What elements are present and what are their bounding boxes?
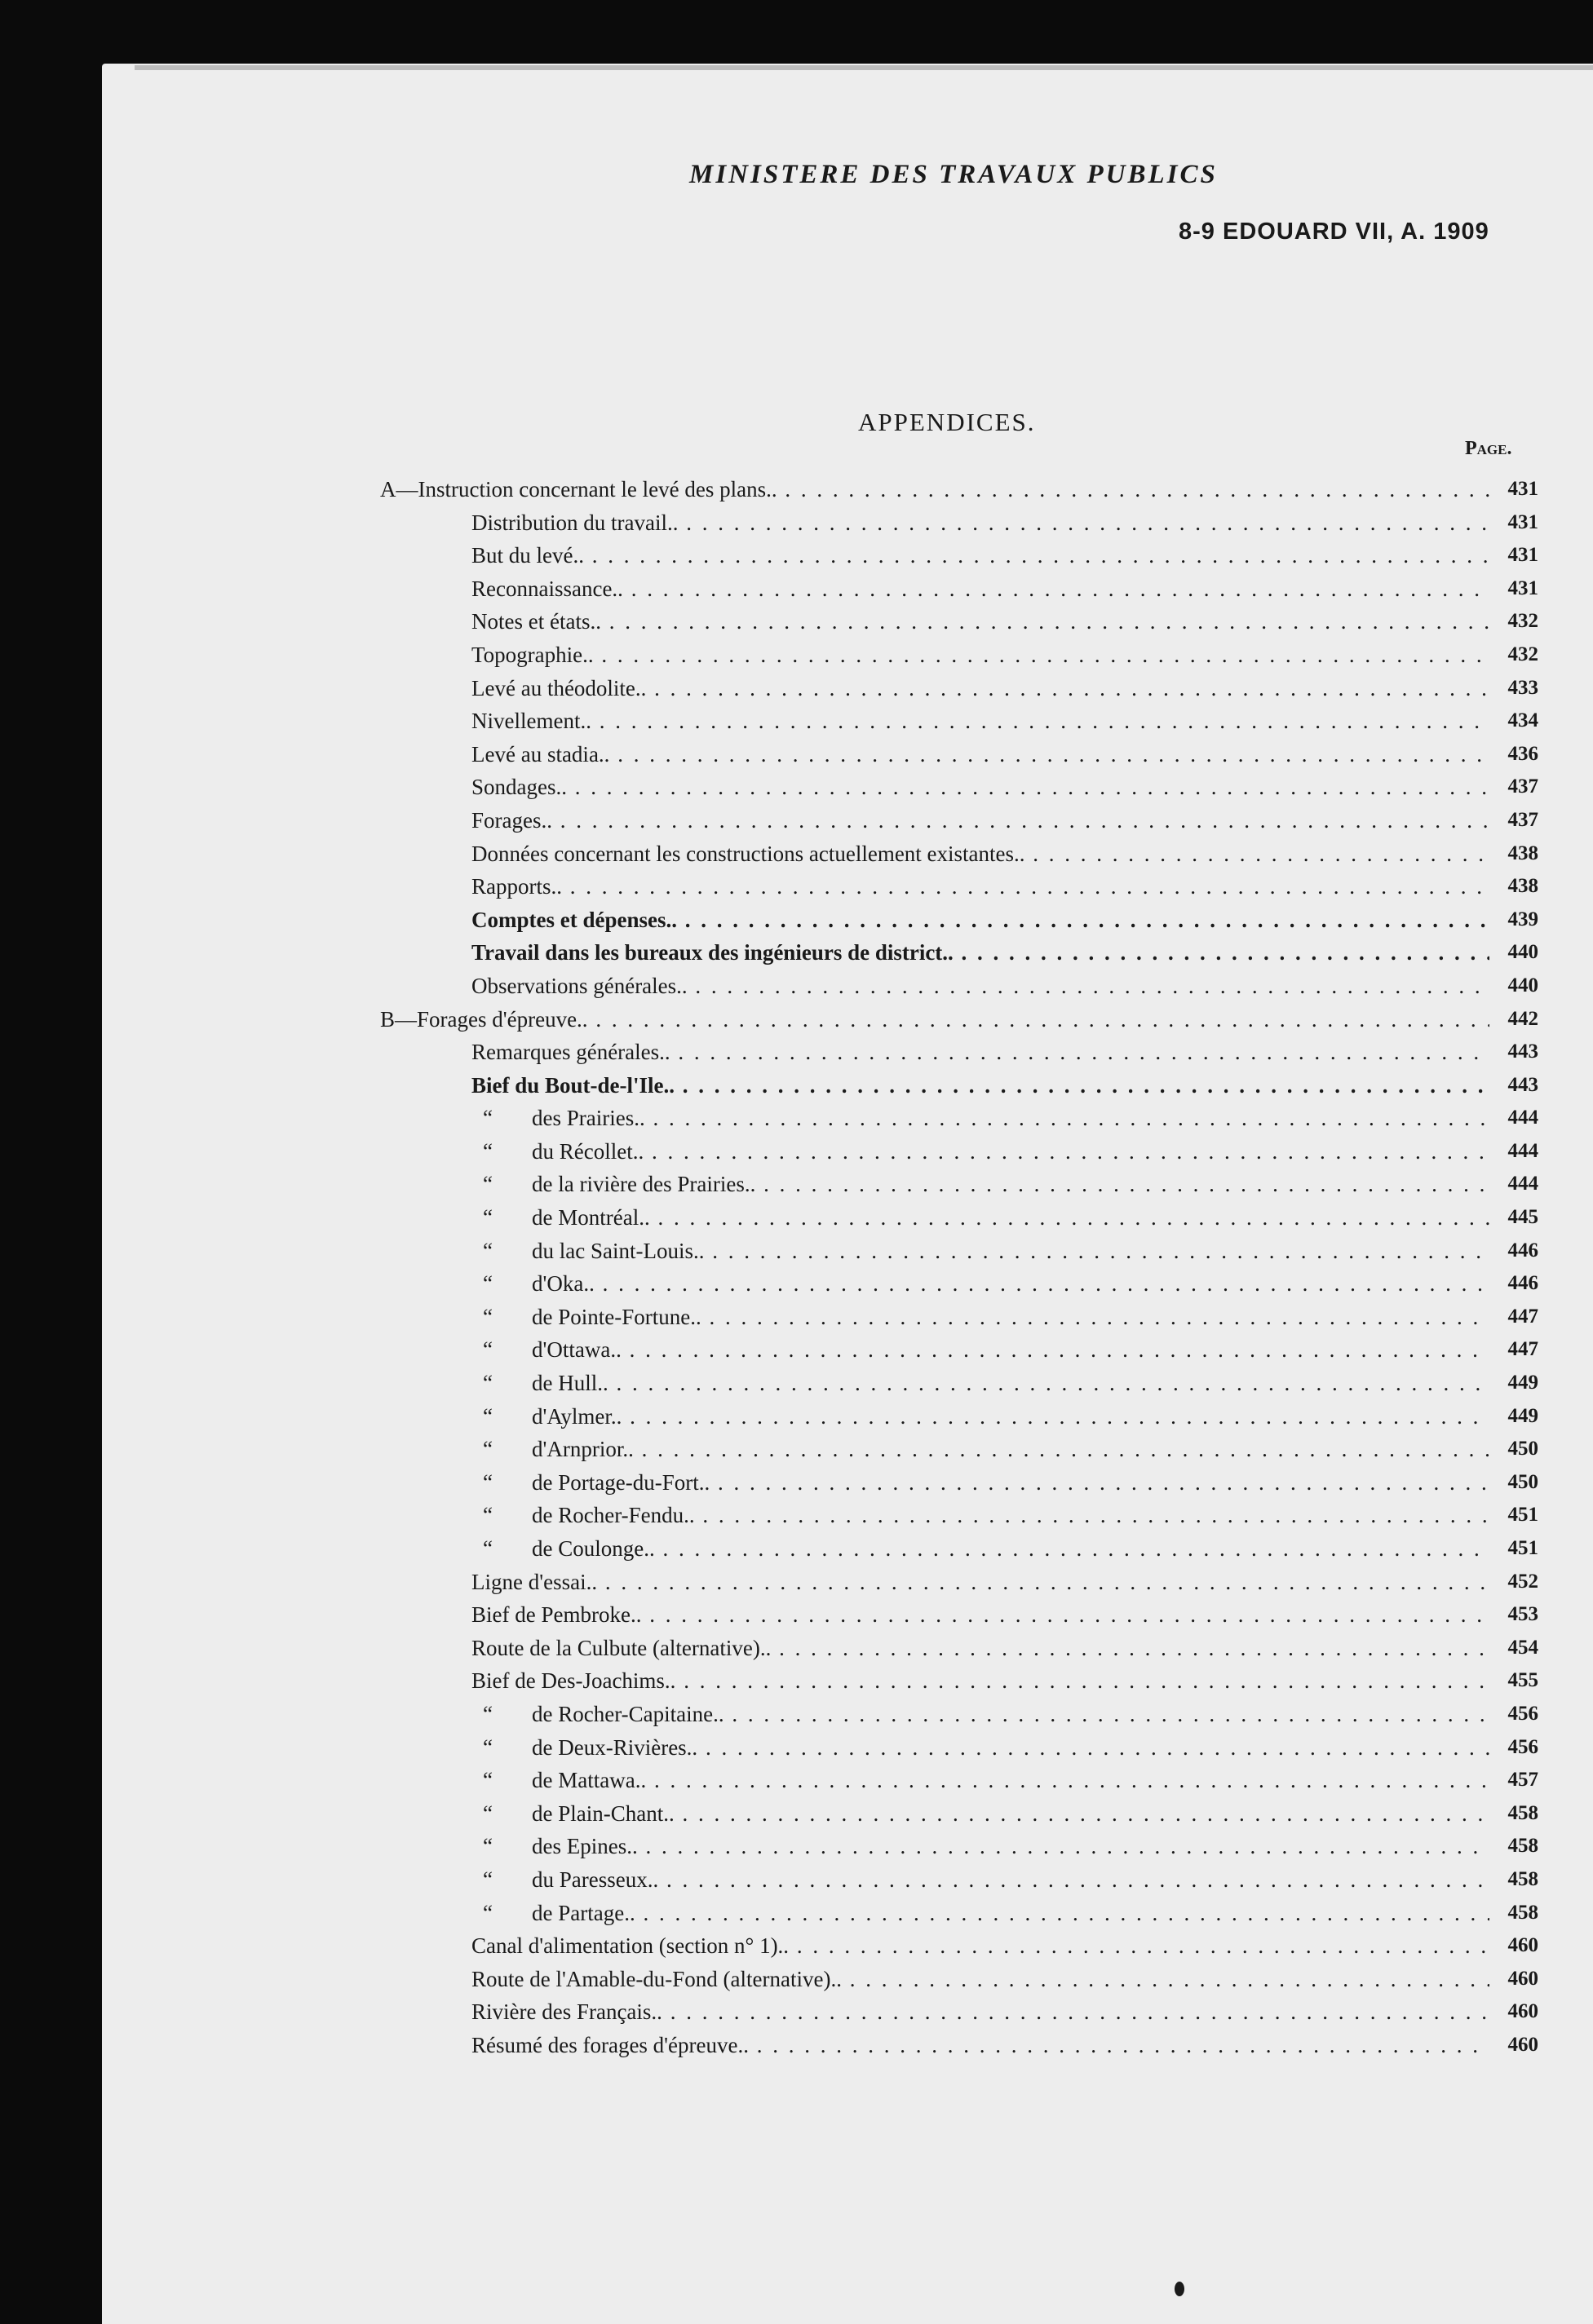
toc-entry-text: Levé au théodolite.. <box>471 675 647 700</box>
toc-entry-text: Données concernant les constructions actuellement existantes.. <box>471 841 1025 866</box>
toc-entry-text: de Pointe-Fortune.. <box>532 1304 701 1329</box>
toc-page-number: 436 <box>1507 742 1538 765</box>
toc-entry <box>380 738 1489 771</box>
toc-page-number: 437 <box>1507 808 1538 831</box>
toc-entry <box>380 1698 1489 1731</box>
toc-entry <box>380 870 1489 904</box>
toc-entry <box>380 1664 1489 1698</box>
toc-entry <box>380 1102 1489 1135</box>
toc-row <box>380 1333 1538 1367</box>
toc-page-number: 447 <box>1507 1305 1538 1328</box>
toc-entry <box>380 638 1489 672</box>
toc-page-number: 440 <box>1507 941 1538 964</box>
toc-row <box>380 970 1538 1003</box>
toc-row <box>380 1069 1538 1102</box>
toc-page-number: 447 <box>1507 1338 1538 1361</box>
toc-entry <box>380 1400 1489 1434</box>
ditto-mark: “ <box>483 1701 493 1726</box>
toc-row <box>380 1003 1538 1036</box>
toc-entry <box>380 771 1489 804</box>
toc-page-number: 444 <box>1507 1107 1538 1129</box>
toc-entry-text: de Rocher-Capitaine.. <box>532 1701 724 1726</box>
toc-row <box>380 1598 1538 1632</box>
toc-page-number: 444 <box>1507 1173 1538 1195</box>
toc-entry <box>380 1301 1489 1334</box>
toc-page-number: 432 <box>1507 643 1538 665</box>
toc-entry <box>380 1367 1489 1400</box>
page-column-label: Page. <box>1465 438 1512 459</box>
toc-entry <box>380 572 1489 606</box>
toc-entry-text: d'Ottawa.. <box>532 1337 622 1363</box>
toc-row <box>380 1400 1538 1434</box>
toc-row <box>380 1897 1538 1930</box>
toc-entry <box>380 1929 1489 1963</box>
toc-row <box>380 1168 1538 1201</box>
toc-page-number: 443 <box>1507 1040 1538 1063</box>
ditto-mark: “ <box>483 1867 493 1892</box>
toc-entry <box>380 539 1489 572</box>
toc-page-number: 455 <box>1507 1669 1538 1692</box>
toc-page-number: 450 <box>1507 1438 1538 1460</box>
toc-row <box>380 506 1538 540</box>
toc-row <box>380 1135 1538 1169</box>
toc-page-number: 458 <box>1507 1867 1538 1890</box>
session-header: 8-9 EDOUARD VII, A. 1909 <box>1179 219 1489 245</box>
toc-row <box>380 1466 1538 1500</box>
toc-page-number: 431 <box>1507 577 1538 599</box>
toc-row <box>380 1102 1538 1135</box>
table-of-contents <box>380 473 1538 2062</box>
toc-page-number: 442 <box>1507 1007 1538 1030</box>
ditto-mark: “ <box>483 1469 493 1495</box>
toc-entry-text: Observations générales.. <box>471 973 688 998</box>
toc-entry <box>380 1797 1489 1831</box>
toc-entry <box>380 1201 1489 1235</box>
toc-entry-text: A—Instruction concernant le levé des plans.. <box>380 477 777 501</box>
toc-row <box>380 1664 1538 1698</box>
toc-entry <box>380 1764 1489 1797</box>
toc-page-number: 454 <box>1507 1636 1538 1659</box>
toc-entry-text: Notes et états.. <box>471 609 601 634</box>
toc-entry-text: de Hull.. <box>532 1371 608 1396</box>
toc-entry-text: de Rocher-Fendu.. <box>532 1503 695 1528</box>
toc-entry-text: du Paresseux.. <box>532 1867 659 1892</box>
toc-entry <box>380 904 1489 937</box>
toc-entry-text: des Prairies.. <box>532 1106 645 1131</box>
toc-page-number: 457 <box>1507 1769 1538 1792</box>
toc-entry <box>380 1830 1489 1863</box>
toc-entry <box>380 506 1489 540</box>
toc-entry <box>380 1069 1489 1102</box>
toc-page-number: 451 <box>1507 1504 1538 1527</box>
toc-entry-text: Route de la Culbute (alternative).. <box>471 1635 772 1660</box>
toc-entry-text: de Partage.. <box>532 1900 635 1925</box>
toc-page-number: 440 <box>1507 974 1538 996</box>
toc-page-number: 460 <box>1507 2000 1538 2023</box>
toc-page-number: 456 <box>1507 1702 1538 1725</box>
toc-entry <box>380 1036 1489 1069</box>
toc-entry-text: d'Oka.. <box>532 1271 595 1297</box>
toc-row <box>380 705 1538 738</box>
page-title: APPENDICES. <box>858 408 1036 436</box>
toc-row <box>380 672 1538 705</box>
toc-entry <box>380 1632 1489 1665</box>
toc-row <box>380 638 1538 672</box>
toc-page-number: 439 <box>1507 908 1538 930</box>
toc-row <box>380 605 1538 638</box>
toc-entry <box>380 705 1489 738</box>
toc-page-number: 431 <box>1507 478 1538 500</box>
toc-entry-text: d'Arnprior.. <box>532 1437 634 1462</box>
toc-row <box>380 1830 1538 1863</box>
toc-row <box>380 1267 1538 1301</box>
toc-entry-text: Bief de Pembroke.. <box>471 1602 642 1628</box>
toc-entry <box>380 672 1489 705</box>
toc-page-number: 444 <box>1507 1139 1538 1162</box>
ditto-mark: “ <box>483 1271 493 1297</box>
toc-entry <box>380 1963 1489 1996</box>
toc-entry-text: B—Forages d'épreuve.. <box>380 1006 588 1032</box>
ditto-mark: “ <box>483 1900 493 1925</box>
ditto-mark: “ <box>483 1172 493 1197</box>
toc-entry-text: Levé au stadia.. <box>471 741 610 767</box>
toc-row <box>380 1433 1538 1466</box>
ditto-mark: “ <box>483 1371 493 1396</box>
toc-entry <box>380 605 1489 638</box>
toc-entry-text: Rapports.. <box>471 874 562 899</box>
toc-entry <box>380 1466 1489 1500</box>
toc-entry-text: Topographie.. <box>471 642 594 667</box>
toc-row <box>380 1698 1538 1731</box>
toc-entry-text: Distribution du travail.. <box>471 510 679 535</box>
toc-page-number: 460 <box>1507 2033 1538 2056</box>
scan-speck <box>1175 2282 1184 2296</box>
toc-entry-text: Sondages.. <box>471 775 567 800</box>
toc-entry-text: du Récollet.. <box>532 1138 644 1164</box>
ministry-header: MINISTERE DES TRAVAUX PUBLICS <box>689 160 1218 189</box>
toc-entry-text: Ligne d'essai.. <box>471 1569 598 1594</box>
ditto-mark: “ <box>483 1403 493 1429</box>
toc-entry <box>380 970 1489 1003</box>
toc-page-number: 449 <box>1507 1372 1538 1394</box>
toc-row <box>380 1995 1538 2029</box>
toc-entry <box>380 1235 1489 1268</box>
ditto-mark: “ <box>483 1536 493 1561</box>
toc-row <box>380 1632 1538 1665</box>
toc-row <box>380 1963 1538 1996</box>
toc-page-number: 458 <box>1507 1801 1538 1824</box>
toc-page-number: 460 <box>1507 1934 1538 1957</box>
toc-page-number: 443 <box>1507 1073 1538 1096</box>
toc-row <box>380 936 1538 970</box>
toc-row <box>380 1797 1538 1831</box>
toc-row <box>380 1301 1538 1334</box>
toc-entry-text: des Epines.. <box>532 1834 638 1859</box>
toc-entry-text: de Deux-Rivières.. <box>532 1734 698 1760</box>
toc-entry-text: Bief de Des-Joachims.. <box>471 1668 676 1694</box>
ditto-mark: “ <box>483 1503 493 1528</box>
toc-entry <box>380 1135 1489 1169</box>
toc-page-number: 460 <box>1507 1967 1538 1990</box>
toc-row <box>380 1731 1538 1765</box>
toc-page-number: 458 <box>1507 1835 1538 1858</box>
toc-row <box>380 1235 1538 1268</box>
toc-page-number: 456 <box>1507 1735 1538 1758</box>
toc-entry-text: de Coulonge.. <box>532 1536 655 1561</box>
toc-entry <box>380 936 1489 970</box>
toc-row <box>380 804 1538 837</box>
ditto-mark: “ <box>483 1304 493 1329</box>
toc-row <box>380 1929 1538 1963</box>
toc-page-number: 445 <box>1507 1206 1538 1229</box>
toc-page-number: 446 <box>1507 1272 1538 1295</box>
toc-page-number: 438 <box>1507 875 1538 898</box>
toc-page-number: 431 <box>1507 544 1538 567</box>
toc-entry-text: Route de l'Amable-du-Fond (alternative).. <box>471 1966 842 1991</box>
toc-row <box>380 870 1538 904</box>
toc-page-number: 431 <box>1507 510 1538 533</box>
toc-entry-text: de la rivière des Prairies.. <box>532 1172 756 1197</box>
toc-entry <box>380 1499 1489 1532</box>
toc-row <box>380 1566 1538 1599</box>
toc-row <box>380 2029 1538 2062</box>
ditto-mark: “ <box>483 1205 493 1230</box>
toc-page-number: 434 <box>1507 709 1538 732</box>
toc-entry-text: Reconnaissance.. <box>471 576 623 601</box>
toc-entry <box>380 1995 1489 2029</box>
toc-page-number: 438 <box>1507 842 1538 864</box>
ditto-mark: “ <box>483 1734 493 1760</box>
toc-entry <box>380 1333 1489 1367</box>
toc-row <box>380 771 1538 804</box>
toc-page-number: 452 <box>1507 1570 1538 1593</box>
toc-row <box>380 1499 1538 1532</box>
toc-entry <box>380 1566 1489 1599</box>
toc-page-number: 449 <box>1507 1404 1538 1427</box>
toc-entry-text: But du levé.. <box>471 543 584 568</box>
toc-entry-text: de Plain-Chant.. <box>532 1800 675 1826</box>
toc-entry-text: Comptes et dépenses.. <box>471 907 677 932</box>
toc-entry-text: d'Aylmer.. <box>532 1403 622 1429</box>
toc-page-number: 437 <box>1507 775 1538 798</box>
toc-page-number: 446 <box>1507 1239 1538 1261</box>
toc-entry-text: de Montréal.. <box>532 1205 650 1230</box>
ditto-mark: “ <box>483 1238 493 1263</box>
page-edge-shadow <box>135 65 1593 70</box>
toc-row <box>380 1863 1538 1897</box>
toc-entry <box>380 1267 1489 1301</box>
toc-row <box>380 738 1538 771</box>
toc-entry-text: Canal d'alimentation (section n° 1).. <box>471 1933 790 1959</box>
toc-entry <box>380 1433 1489 1466</box>
toc-row <box>380 539 1538 572</box>
toc-entry-text: Résumé des forages d'épreuve.. <box>471 2032 749 2057</box>
toc-row <box>380 1532 1538 1566</box>
toc-entry <box>380 1598 1489 1632</box>
toc-row <box>380 1764 1538 1797</box>
toc-page-number: 453 <box>1507 1603 1538 1626</box>
ditto-mark: “ <box>483 1106 493 1131</box>
toc-row <box>380 1036 1538 1069</box>
toc-row <box>380 1201 1538 1235</box>
ditto-mark: “ <box>483 1138 493 1164</box>
toc-entry <box>380 1168 1489 1201</box>
ditto-mark: “ <box>483 1768 493 1793</box>
ditto-mark: “ <box>483 1800 493 1826</box>
toc-entry <box>380 837 1489 871</box>
toc-page-number: 433 <box>1507 676 1538 699</box>
ditto-mark: “ <box>483 1437 493 1462</box>
toc-entry <box>380 1532 1489 1566</box>
toc-entry-text: du lac Saint-Louis.. <box>532 1238 705 1263</box>
toc-entry <box>380 804 1489 837</box>
toc-page-number: 458 <box>1507 1901 1538 1924</box>
toc-row <box>380 473 1538 506</box>
toc-entry <box>380 473 1489 506</box>
toc-entry-text: Remarques générales.. <box>471 1040 670 1065</box>
toc-entry <box>380 1897 1489 1930</box>
toc-entry-text: Bief du Bout-de-l'Ile.. <box>471 1072 675 1098</box>
toc-page-number: 450 <box>1507 1470 1538 1493</box>
ditto-mark: “ <box>483 1834 493 1859</box>
toc-entry <box>380 1003 1489 1036</box>
toc-entry-text: de Portage-du-Fort.. <box>532 1469 710 1495</box>
toc-row <box>380 572 1538 606</box>
toc-entry-text: Nivellement.. <box>471 709 591 734</box>
toc-entry <box>380 1731 1489 1765</box>
toc-row <box>380 1367 1538 1400</box>
toc-page-number: 432 <box>1507 610 1538 633</box>
toc-entry-text: de Mattawa.. <box>532 1768 647 1793</box>
toc-entry <box>380 1863 1489 1897</box>
toc-entry-text: Travail dans les bureaux des ingénieurs de district.. <box>471 940 954 965</box>
toc-entry <box>380 2029 1489 2062</box>
toc-entry-text: Rivière des Français.. <box>471 1999 662 2025</box>
toc-row <box>380 904 1538 937</box>
toc-page-number: 451 <box>1507 1537 1538 1559</box>
ditto-mark: “ <box>483 1337 493 1363</box>
toc-row <box>380 837 1538 871</box>
toc-entry-text: Forages.. <box>471 807 552 833</box>
